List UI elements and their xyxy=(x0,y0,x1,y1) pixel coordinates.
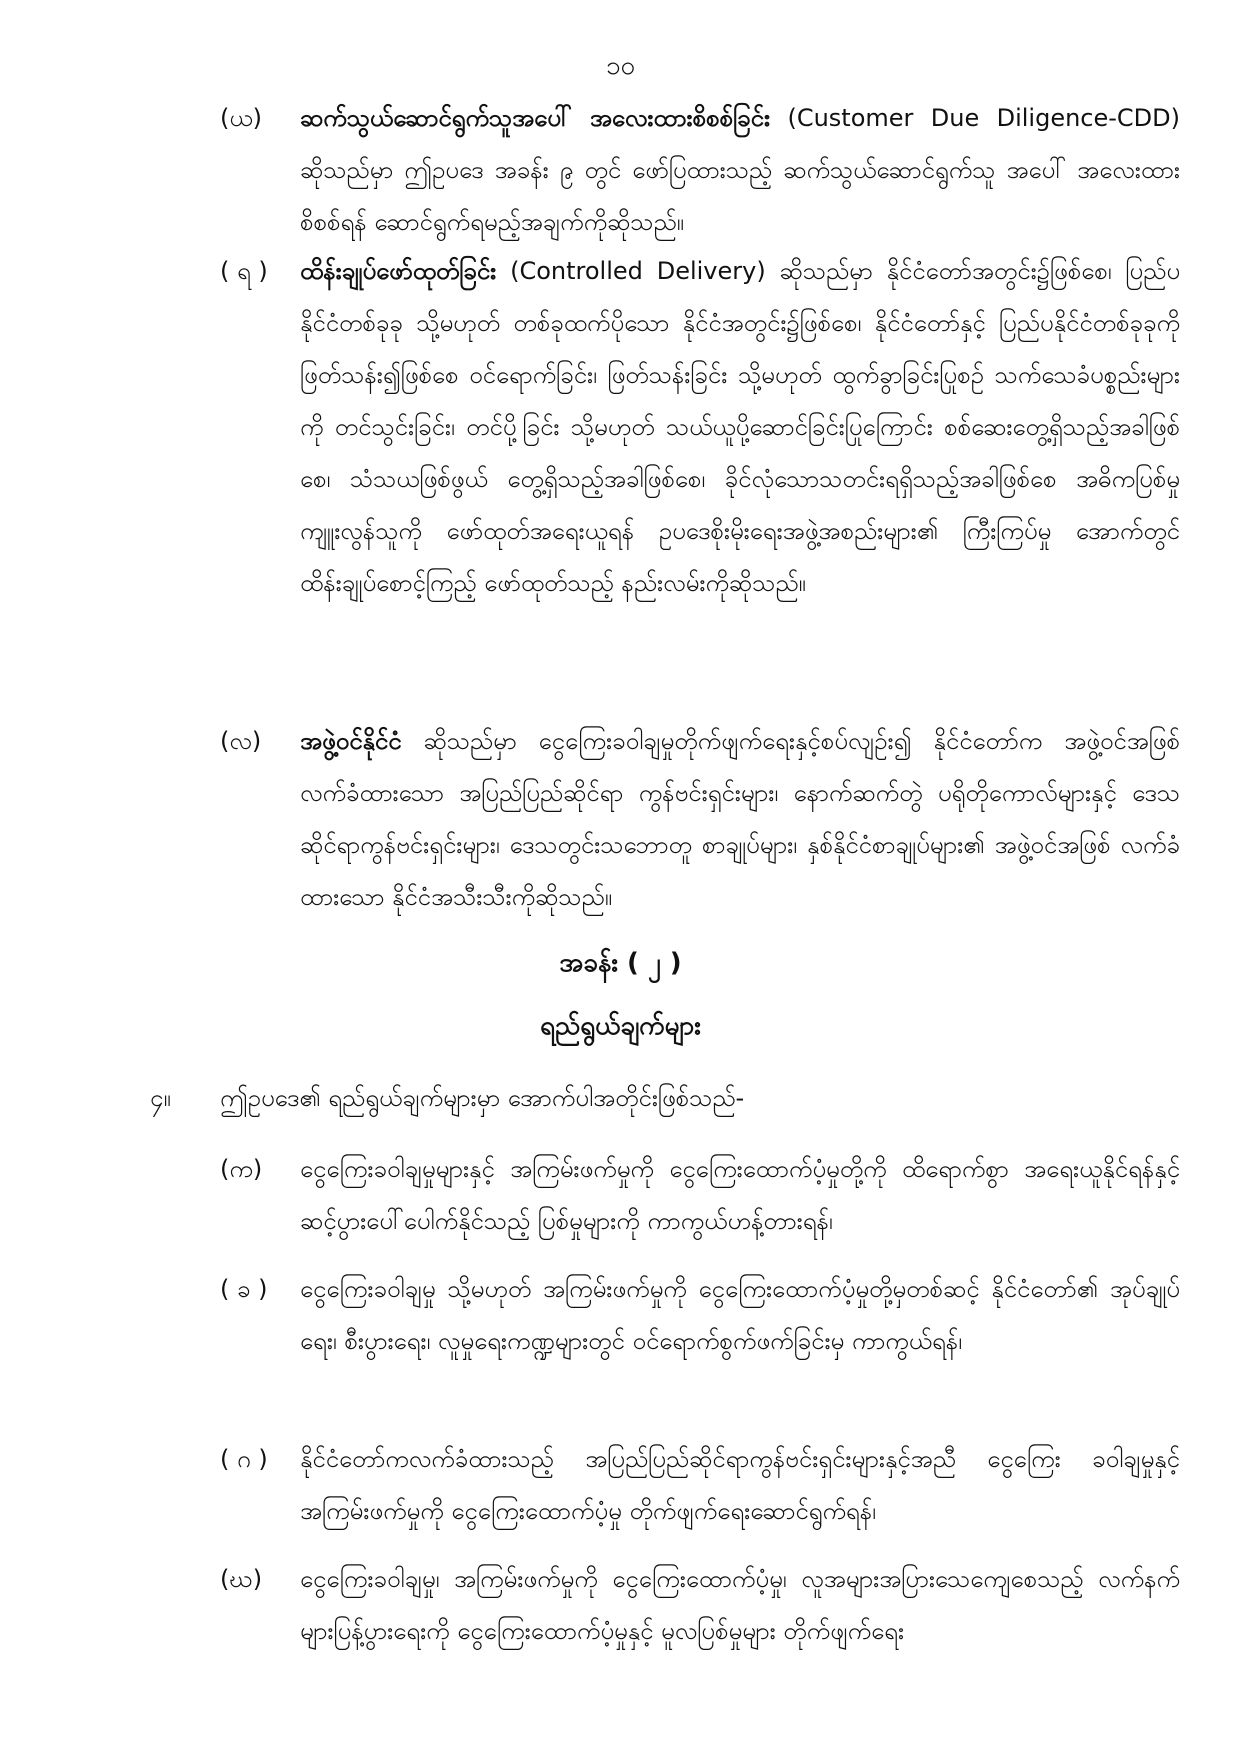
section-number: ၄။ xyxy=(150,1084,171,1112)
definition-label: (ယ) xyxy=(220,104,263,132)
chapter-number: အခန်း ( ၂ ) xyxy=(559,948,682,978)
objective-text: ငွေကြေးခဝါချမှု၊ အကြမ်းဖက်မှုကို ငွေကြေးထောက်ပံ့မှု၊ လူအများအပြားသေကျေစေသည့် လက်နက်များပြန့်ပွားရေးကို ငွေကြေးထောက်ပံ့မှုနှင့် မူလပြစ်မှုများ တိုက်ဖျက်ရေး xyxy=(300,1565,1180,1645)
objective-label: (ဃ) xyxy=(220,1565,263,1593)
definition-ra xyxy=(220,245,1180,609)
objective-ga xyxy=(220,1433,1180,1537)
objective-text: နိုင်ငံတော်ကလက်ခံထားသည့် အပြည်ပြည်ဆိုင်ရာကွန်ဗင်းရှင်းများနှင့်အညီ ငွေကြေး ခဝါချမှုနှင့် အကြမ်းဖက်မှုကို ငွေကြေးထောက်ပံ့မှု တိုက်ဖျက်ရေးဆောင်ရွက်ရန်၊ xyxy=(300,1445,1180,1525)
objective-label: ( ဂ ) xyxy=(220,1445,268,1473)
objective-gha xyxy=(220,1553,1180,1657)
objective-label: (က) xyxy=(220,1155,263,1183)
section-4 xyxy=(150,1072,1180,1124)
objective-ka xyxy=(220,1143,1180,1247)
definition-ya xyxy=(220,92,1180,248)
definition-text: (Customer Due Diligence-CDD) ဆိုသည်မှာ ဤဥပဒေ အခန်း ၉ တွင် ဖော်ပြထားသည့် ဆက်သွယ်ဆောင်ရွက်သူ အပေါ် အလေးထားစိစစ်ရန် ဆောင်ရွက်ရမည့်အချက်ကိုဆိုသည်။ xyxy=(300,104,1180,236)
definition-label: (လ) xyxy=(220,727,262,755)
objective-label: ( ခ ) xyxy=(220,1275,268,1303)
objective-text: ငွေကြေးခဝါချမှု သို့မဟုတ် အကြမ်းဖက်မှုကို ငွေကြေးထောက်ပံ့မှုတို့မှတစ်ဆင့် နိုင်ငံတော်၏ အုပ်ချုပ်ရေး၊ စီးပွားရေး၊ လူမှုရေးကဏ္ဍများတွင် ဝင်ရောက်စွက်ဖက်ခြင်းမှ ကာကွယ်ရန်၊ xyxy=(300,1275,1180,1355)
definition-term: ထိန်းချုပ်ဖော်ထုတ်ခြင်း xyxy=(300,257,497,285)
definition-label: ( ရ ) xyxy=(220,257,268,285)
section-text: ဤဥပဒေ၏ ရည်ရွယ်ချက်များမှာ အောက်ပါအတိုင်းဖြစ်သည်- xyxy=(220,1084,745,1112)
page-number: ၁၀ xyxy=(605,51,636,81)
definition-term: ဆက်သွယ်ဆောင်ရွက်သူအပေါ် အလေးထားစိစစ်ခြင်း xyxy=(300,104,771,132)
definition-text: (Controlled Delivery) ဆိုသည်မှာ နိုင်ငံတော်အတွင်း၌ဖြစ်စေ၊ ပြည်ပနိုင်ငံတစ်ခုခု သို့မဟုတ် တစ်ခုထက်ပိုသော နိုင်ငံအတွင်း၌ဖြစ်စေ၊ နိုင်ငံတော်နှင့် ပြည်ပနိုင်ငံတစ်ခုခုကို ဖြတ်သန်း၍ဖြစ်စေ ဝင်ရောက်ခြင်း၊ ဖြတ်သန်းခြင်း သို့မဟုတ် ထွက်ခွာခြင်းပြုစဉ် သက်သေခံပစ္စည်းများကို တင်သွင်းခြင်း၊ တင်ပို့ခြင်း သို့မဟုတ် သယ်ယူပို့ဆောင်ခြင်းပြုကြောင်း စစ်ဆေးတွေ့ရှိသည့်အခါဖြစ်စေ၊ သံသယဖြစ်ဖွယ် တွေ့ရှိသည့်အခါဖြစ်စေ၊ ခိုင်လုံသောသတင်းရရှိသည့်အခါဖြစ်စေ အဓိကပြစ်မှု ကျူးလွန်သူကို ဖော်ထုတ်အရေးယူရန် ဥပဒေစိုးမိုးရေးအဖွဲ့အစည်းများ၏ ကြီးကြပ်မှု အောက်တွင် ထိန်းချုပ်စောင့်ကြည့် ဖော်ထုတ်သည့် နည်းလမ်းကိုဆိုသည်။ xyxy=(300,257,1180,597)
definition-term: အဖွဲ့ဝင်နိုင်ငံ xyxy=(300,727,402,755)
definition-la xyxy=(220,715,1180,923)
chapter-title: ရည်ရွယ်ချက်များ xyxy=(540,1011,701,1041)
definition-body xyxy=(300,715,1180,923)
definition-text: ဆိုသည်မှာ ငွေကြေးခဝါချမှုတိုက်ဖျက်ရေးနှင့်စပ်လျဉ်း၍ နိုင်ငံတော်က အဖွဲ့ဝင်အဖြစ်လက်ခံထားသော အပြည်ပြည်ဆိုင်ရာ ကွန်ဗင်းရှင်းများ၊ နောက်ဆက်တွဲ ပရိုတိုကောလ်များနှင့် ဒေသဆိုင်ရာကွန်ဗင်းရှင်းများ၊ ဒေသတွင်းသဘောတူ စာချုပ်များ၊ နှစ်နိုင်ငံစာချုပ်များ၏ အဖွဲ့ဝင်အဖြစ် လက်ခံထားသော နိုင်ငံအသီးသီးကိုဆိုသည်။ xyxy=(300,727,1180,911)
definition-body xyxy=(300,92,1180,248)
objective-kha xyxy=(220,1263,1180,1367)
objective-text: ငွေကြေးခဝါချမှုများနှင့် အကြမ်းဖက်မှုကို ငွေကြေးထောက်ပံ့မှုတို့ကို ထိရောက်စွာ အရေးယူနိုင်ရန်နှင့် ဆင့်ပွားပေါ်ပေါက်နိုင်သည့် ပြစ်မှုများကို ကာကွယ်ဟန့်တားရန်၊ xyxy=(300,1155,1180,1235)
definition-body xyxy=(300,245,1180,609)
